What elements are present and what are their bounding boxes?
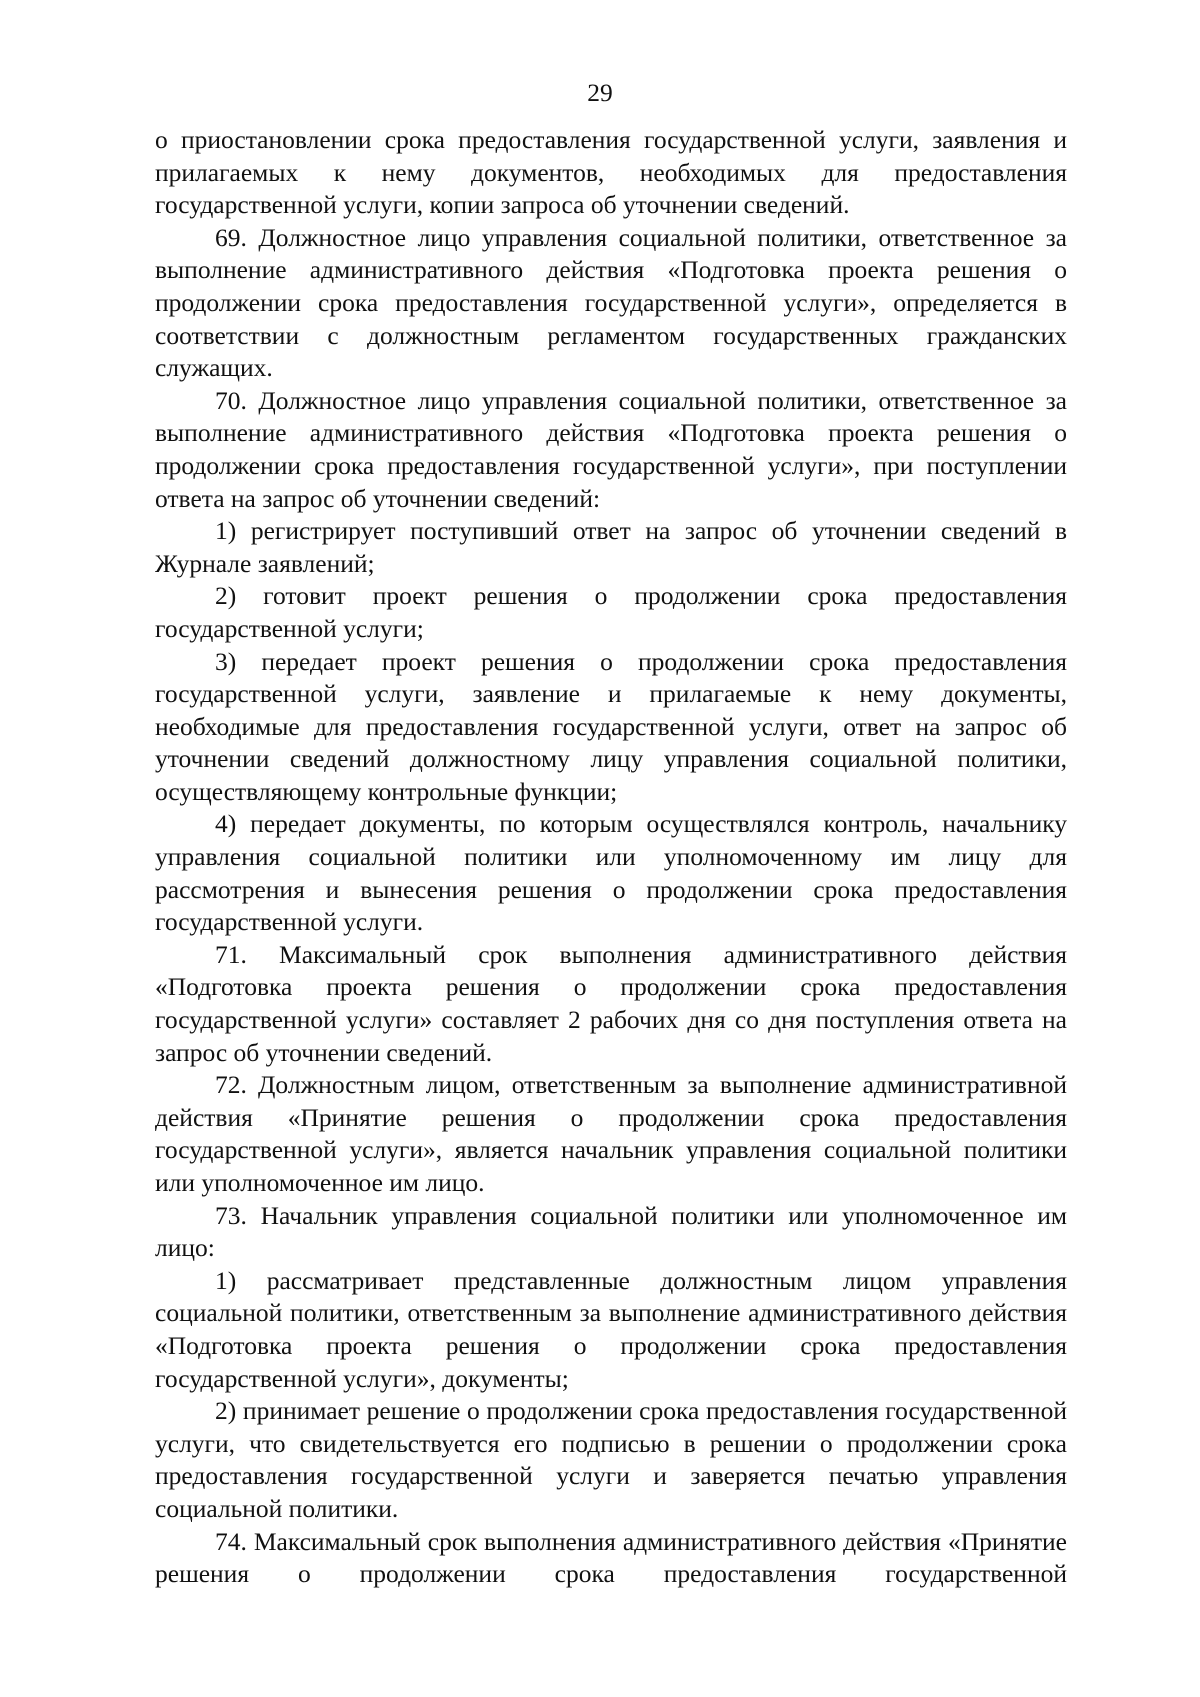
paragraph-73-item-1: 1) рассматривает представленные должностным лицом управления социальной политики, ответственным за выполнение административного действия «Подготовка проекта решения о продолжении срока предоставления государственной услуги», документы; (155, 1265, 1067, 1393)
document-body (155, 124, 1067, 1591)
paragraph-70-item-2: 2) готовит проект решения о продолжении срока предоставления государственной услуги; (155, 581, 1067, 643)
paragraph-73-item-2: 2) принимает решение о продолжении срока предоставления государственной услуги, что свидетельствуется его подписью в решении о продолжении срока предоставления государственной услуги и заверяется печатью управления социальной политики. (155, 1396, 1067, 1523)
paragraph-70-item-3: 3) передает проект решения о продолжении срока предоставления государственной услуги, заявление и прилагаемые к нему документы, необходимые для предоставления государственной услуги, ответ на запрос об уточнении сведений должностному лицу управления социальной политики, осуществляющему контрольные функции; (155, 646, 1067, 806)
paragraph-70: 70. Должностное лицо управления социальной политики, ответственное за выполнение административного действия «Подготовка проекта решения о продолжении срока предоставления государственной услуги», при поступлении ответа на запрос об уточнении сведений: (155, 385, 1067, 513)
paragraph-72: 72. Должностным лицом, ответственным за выполнение административной действия «Принятие решения о продолжении срока предоставления государственной услуги», является начальник управления социальной политики или уполномоченное им лицо. (155, 1070, 1067, 1197)
paragraph-continuation: о приостановлении срока предоставления государственной услуги, заявления и прилагаемых к нему документов, необходимых для предоставления государственной услуги, копии запроса об уточнении сведений. (155, 125, 1067, 220)
paragraph-70-item-4: 4) передает документы, по которым осуществлялся контроль, начальнику управления социальной политики или уполномоченному им лицу для рассмотрения и вынесения решения о продолжении срока предоставления государственной услуги. (155, 809, 1067, 937)
paragraph-69: 69. Должностное лицо управления социальной политики, ответственное за выполнение административного действия «Подготовка проекта решения о продолжении срока предоставления государственной услуги», определяется в соответствии с должностным регламентом государственных гражданских служащих. (155, 222, 1067, 383)
paragraph-70-item-1: 1) регистрирует поступивший ответ на запрос об уточнении сведений в Журнале заявлений; (155, 516, 1067, 578)
paragraph-71: 71. Максимальный срок выполнения административного действия «Подготовка проекта решения о продолжении срока предоставления государственной услуги» составляет 2 рабочих дня со дня поступления ответа на запрос об уточнении сведений. (155, 939, 1067, 1067)
paragraph-73: 73. Начальник управления социальной политики или уполномоченное им лицо: (155, 1200, 1067, 1263)
paragraph-74: 74. Максимальный срок выполнения административного действия «Принятие решения о продолжении срока предоставления государственной (155, 1526, 1067, 1589)
page-number: 29 (587, 78, 613, 107)
